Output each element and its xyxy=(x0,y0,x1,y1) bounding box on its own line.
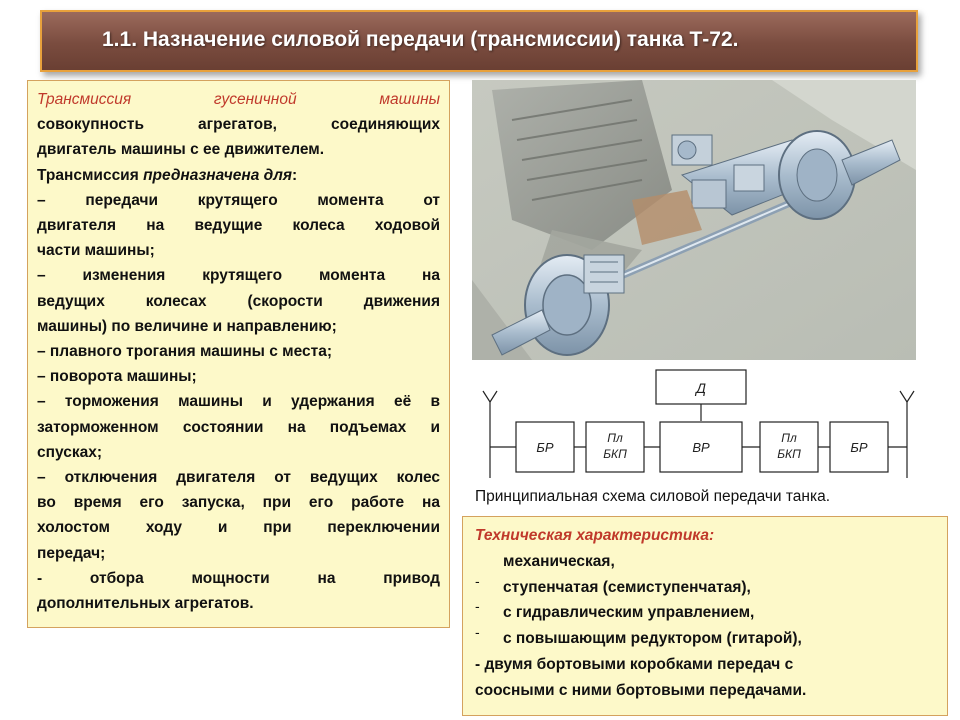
purpose-line: во время его запуска, при его работе на xyxy=(37,494,440,512)
purpose-line: холостом ходу и при переключении xyxy=(37,519,440,537)
purpose-text-box xyxy=(27,80,450,628)
block-label: Пл xyxy=(607,431,623,445)
tech-item: - с гидравлическим управлением, xyxy=(475,600,947,626)
purpose-line: – плавного трогания машины с места; xyxy=(37,343,333,361)
engine-label: Д xyxy=(696,380,706,396)
block-label: БР xyxy=(536,440,554,455)
dash-bullet: - xyxy=(475,598,480,615)
purpose-line: двигателя на ведущие колеса ходовой xyxy=(37,217,440,235)
dash-bullet: - xyxy=(475,572,480,589)
intro-term: Трансмиссия гусеничной машины xyxy=(37,91,440,108)
transmission-render xyxy=(472,80,916,360)
purpose-line: – передачи крутящего момента от xyxy=(37,191,440,209)
purpose-line: – отключения двигателя от ведущих колес xyxy=(37,469,440,487)
tech-spec-box xyxy=(462,516,948,716)
purpose-line: заторможенном состоянии на подъемах и xyxy=(37,418,440,436)
purpose-line: – торможения машины и удержания её в xyxy=(37,393,440,411)
purpose-line: - отбора мощности на привод xyxy=(37,569,440,587)
intro-line-3: двигатель машины с ее движителем. xyxy=(37,141,325,159)
intro-line-1 xyxy=(37,87,440,112)
slide-title: 1.1. Назначение силовой передачи (трансмиссии) танка Т-72. xyxy=(102,28,739,51)
caption-text: Принципиальная схема силовой передачи танка. xyxy=(475,488,831,505)
block-label: БКП xyxy=(777,447,801,461)
purpose-line: спусках; xyxy=(37,443,102,461)
schematic-svg xyxy=(474,366,918,478)
tech-tail-line: - двумя бортовыми коробками передач с xyxy=(475,655,794,673)
block-label: ВР xyxy=(692,440,710,455)
transmission-schematic xyxy=(474,366,918,478)
schematic-caption xyxy=(462,478,960,518)
tech-item: - с повышающим редуктором (гитарой), xyxy=(475,626,947,652)
title-bar xyxy=(40,10,918,72)
purpose-line: – поворота машины; xyxy=(37,368,197,386)
dash-bullet: - xyxy=(475,624,480,641)
tech-item: - ступенчатая (семиступенчатая), xyxy=(475,575,947,601)
purpose-line: ведущих колесах (скорости движения xyxy=(37,292,440,310)
block-label: Пл xyxy=(781,431,797,445)
purpose-line: передач; xyxy=(37,544,106,562)
block-label: БКП xyxy=(603,447,627,461)
intro-line-2: совокупность агрегатов, соединяющих xyxy=(37,116,440,134)
tech-item: механическая, xyxy=(503,552,615,570)
block-label: БР xyxy=(850,440,868,455)
transmission-3d-illustration xyxy=(472,80,916,360)
tech-tail-line: соосными с ними бортовыми передачами. xyxy=(475,681,807,699)
purpose-line: – изменения крутящего момента на xyxy=(37,267,440,285)
purpose-heading: Трансмиссия предназначена для: xyxy=(37,166,298,184)
purpose-line: дополнительных агрегатов. xyxy=(37,595,254,613)
tech-title: Техническая характеристика: xyxy=(475,527,715,544)
purpose-line: части машины; xyxy=(37,242,155,260)
purpose-line: машины) по величине и направлению; xyxy=(37,317,337,335)
